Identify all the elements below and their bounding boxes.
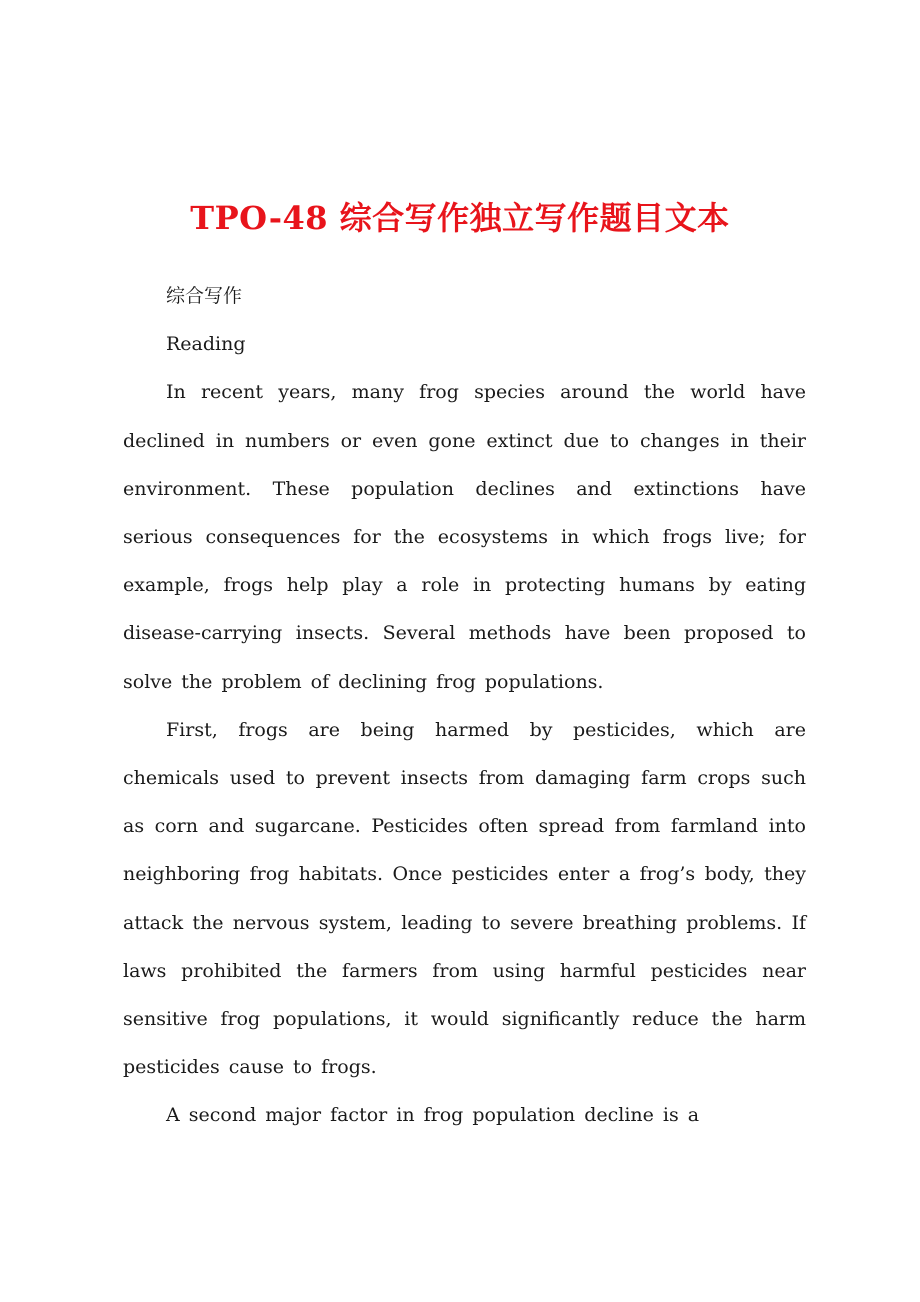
paragraph-3: A second major factor in frog population decline is a [166, 1104, 700, 1127]
subsection-label: Reading [166, 333, 246, 356]
document-title: TPO-48 综合写作独立写作题目文本 [190, 199, 730, 237]
document-body [123, 272, 806, 1140]
paragraph-1: In recent years, many frog species around the world have declined in numbers or even gone extinct due to changes in their environment. These population declines and extinctions have serious consequences for the ecosystems in which frogs live; for example, frogs help play a role in protecting humans by eating disease-carrying insects. Several methods have been proposed to solve the problem of declining frog populations. [123, 381, 806, 693]
paragraph-2: First, frogs are being harmed by pesticides, which are chemicals used to prevent insects from damaging farm crops such as corn and sugarcane. Pesticides often spread from farmland into neighboring frog habitats. Once pesticides enter a frog’s body, they attack the nervous system, leading to severe breathing problems. If laws prohibited the farmers from using harmful pesticides near sensitive frog populations, it would significantly reduce the harm pesticides cause to frogs. [123, 718, 806, 1079]
section-label: 综合写作 [166, 285, 243, 307]
